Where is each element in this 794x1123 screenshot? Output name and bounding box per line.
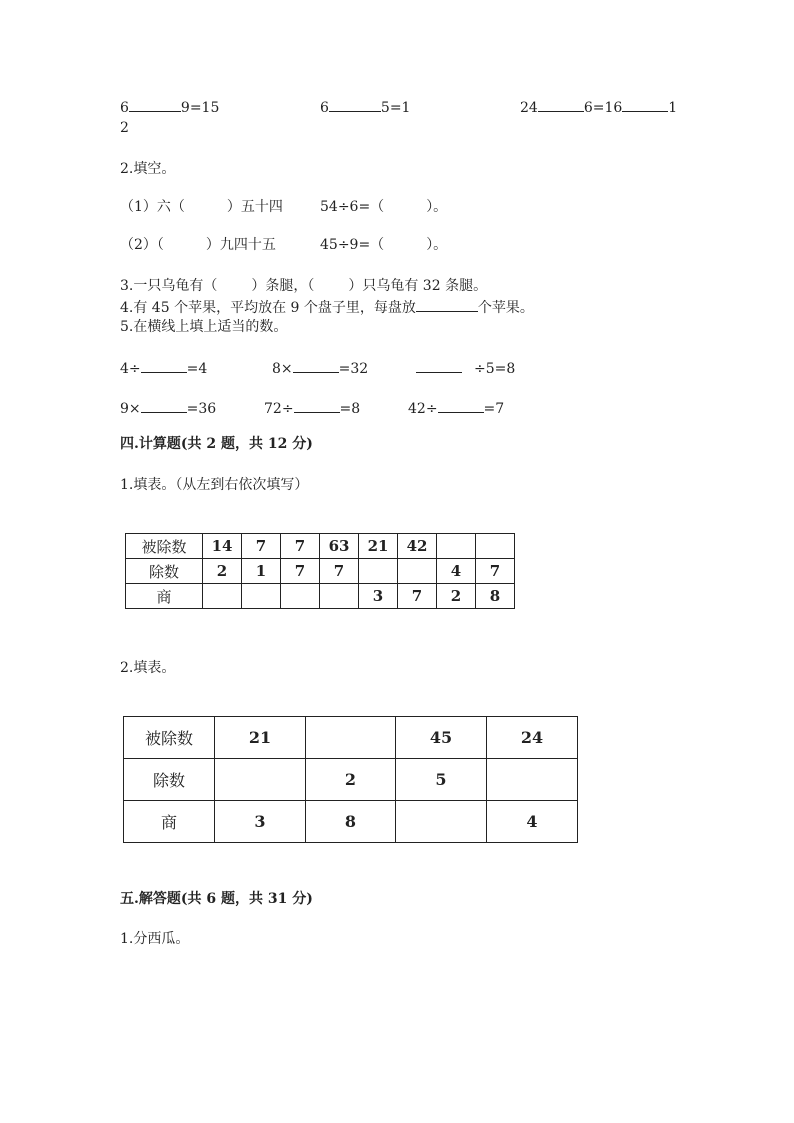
table-cell[interactable]: 8 bbox=[476, 584, 515, 609]
equation-2: 6 5=1 bbox=[320, 97, 410, 117]
answer-blank[interactable] bbox=[538, 97, 584, 112]
table-cell[interactable]: 7 bbox=[398, 584, 437, 609]
equation-3-wrap: 2 bbox=[120, 120, 129, 136]
equation-3: 24 6=16 1 bbox=[520, 97, 677, 117]
table-cell[interactable] bbox=[359, 559, 398, 584]
table-cell[interactable] bbox=[242, 584, 281, 609]
division-table-1 bbox=[125, 533, 515, 609]
answer-blank[interactable] bbox=[294, 398, 340, 413]
table-row bbox=[126, 584, 515, 609]
question-2-1-expr: 54÷6=（ ）。 bbox=[320, 199, 448, 215]
row-header: 商 bbox=[126, 584, 203, 609]
table-cell[interactable] bbox=[215, 759, 306, 801]
row-header: 除数 bbox=[126, 559, 203, 584]
question-3: 3.一只乌龟有（ ）条腿，（ ）只乌龟有 32 条腿。 bbox=[120, 278, 488, 294]
table-cell[interactable]: 7 bbox=[281, 559, 320, 584]
q5-equation-5: 72÷ =8 bbox=[264, 398, 360, 418]
table-cell[interactable] bbox=[398, 559, 437, 584]
answer-blank[interactable] bbox=[416, 297, 478, 312]
table-cell[interactable]: 2 bbox=[203, 559, 242, 584]
table-cell[interactable] bbox=[487, 759, 578, 801]
table-cell[interactable]: 8 bbox=[306, 801, 396, 843]
q5-equation-3: ÷5=8 bbox=[416, 358, 515, 378]
q5-equation-2: 8× =32 bbox=[272, 358, 368, 378]
question-2-1: （1）六（ ）五十四 bbox=[120, 199, 283, 215]
row-header: 被除数 bbox=[126, 534, 203, 559]
row-header: 被除数 bbox=[124, 717, 215, 759]
table-row bbox=[126, 559, 515, 584]
table-cell[interactable] bbox=[203, 584, 242, 609]
table-row bbox=[124, 759, 578, 801]
answer-blank[interactable] bbox=[416, 358, 462, 373]
table-cell[interactable]: 45 bbox=[396, 717, 487, 759]
table-cell[interactable]: 7 bbox=[242, 534, 281, 559]
answer-blank[interactable] bbox=[141, 358, 187, 373]
table-cell[interactable] bbox=[476, 534, 515, 559]
answer-blank[interactable] bbox=[329, 97, 381, 112]
table-cell[interactable]: 1 bbox=[242, 559, 281, 584]
section-4-question-2: 2.填表。 bbox=[120, 660, 176, 676]
table-cell[interactable]: 21 bbox=[359, 534, 398, 559]
equation-1: 6 9=15 bbox=[120, 97, 219, 117]
table-cell[interactable]: 3 bbox=[215, 801, 306, 843]
table-cell[interactable] bbox=[320, 584, 359, 609]
table-cell[interactable]: 4 bbox=[487, 801, 578, 843]
table-cell[interactable]: 5 bbox=[396, 759, 487, 801]
table-cell[interactable]: 2 bbox=[437, 584, 476, 609]
answer-blank[interactable] bbox=[293, 358, 339, 373]
table-cell[interactable]: 42 bbox=[398, 534, 437, 559]
table-cell[interactable]: 7 bbox=[320, 559, 359, 584]
table-cell[interactable]: 7 bbox=[476, 559, 515, 584]
section-4-title: 四.计算题(共 2 题，共 12 分) bbox=[120, 436, 313, 452]
answer-blank[interactable] bbox=[129, 97, 181, 112]
table-cell[interactable]: 2 bbox=[306, 759, 396, 801]
question-5-title: 5.在横线上填上适当的数。 bbox=[120, 319, 288, 335]
section-4-question-1: 1.填表。（从左到右依次填写） bbox=[120, 477, 309, 493]
table-row bbox=[124, 717, 578, 759]
table-cell[interactable] bbox=[437, 534, 476, 559]
answer-blank[interactable] bbox=[438, 398, 484, 413]
table-cell[interactable] bbox=[396, 801, 487, 843]
answer-blank[interactable] bbox=[141, 398, 187, 413]
division-table-2 bbox=[123, 716, 578, 843]
table-cell[interactable] bbox=[306, 717, 396, 759]
answer-blank[interactable] bbox=[622, 97, 668, 112]
section-5-question-1: 1.分西瓜。 bbox=[120, 931, 190, 947]
table-cell[interactable]: 63 bbox=[320, 534, 359, 559]
table-row bbox=[124, 801, 578, 843]
table-cell[interactable]: 7 bbox=[281, 534, 320, 559]
q5-equation-4: 9× =36 bbox=[120, 398, 216, 418]
table-cell[interactable]: 24 bbox=[487, 717, 578, 759]
table-cell[interactable]: 21 bbox=[215, 717, 306, 759]
section-5-title: 五.解答题(共 6 题，共 31 分) bbox=[120, 891, 313, 907]
table-row bbox=[126, 534, 515, 559]
row-header: 商 bbox=[124, 801, 215, 843]
question-4: 4.有 45 个苹果，平均放在 9 个盘子里，每盘放 个苹果。 bbox=[120, 297, 534, 317]
question-2-2: （2）（ ）九四十五 bbox=[120, 237, 276, 253]
table-cell[interactable]: 14 bbox=[203, 534, 242, 559]
row-header: 除数 bbox=[124, 759, 215, 801]
question-2-title: 2.填空。 bbox=[120, 161, 176, 177]
table-cell[interactable] bbox=[281, 584, 320, 609]
q5-equation-1: 4÷ =4 bbox=[120, 358, 207, 378]
q5-equation-6: 42÷ =7 bbox=[408, 398, 504, 418]
question-2-2-expr: 45÷9=（ ）。 bbox=[320, 237, 448, 253]
table-cell[interactable]: 4 bbox=[437, 559, 476, 584]
table-cell[interactable]: 3 bbox=[359, 584, 398, 609]
